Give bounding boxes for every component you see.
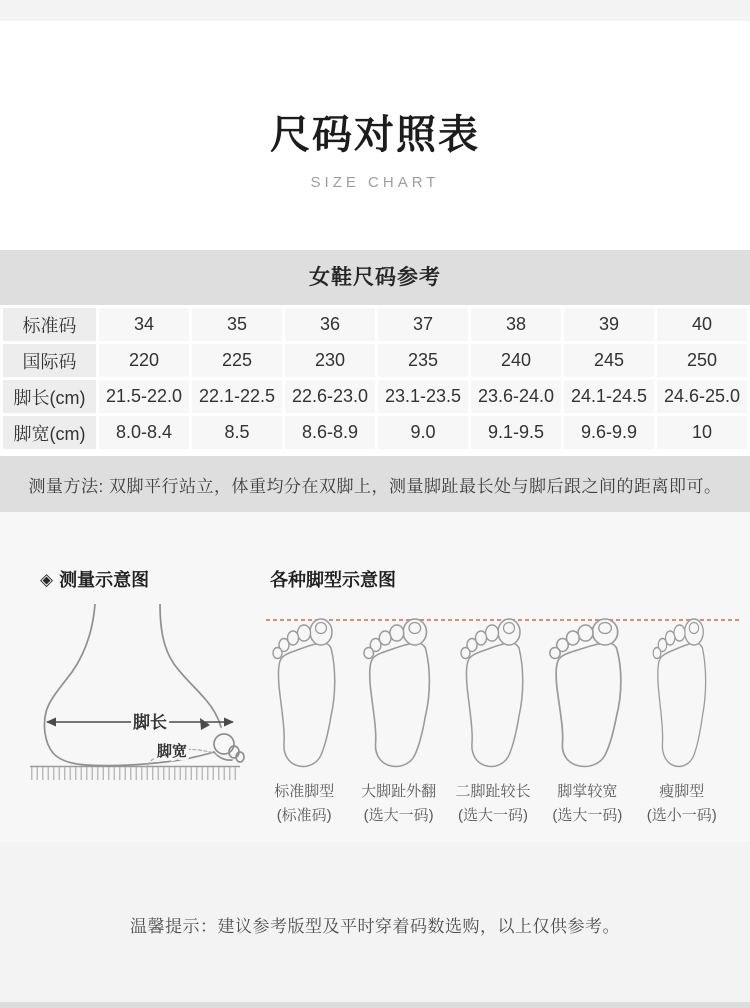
table-row-standard-size: [3, 308, 747, 341]
foot-types-heading-label: 各种脚型示意图: [270, 570, 396, 590]
foot-type-name: 标准脚型: [274, 783, 335, 800]
foot-type-label: [446, 780, 540, 828]
table-cell: 240: [471, 344, 561, 377]
table-cell: 35: [192, 308, 282, 341]
foot-length-label: 脚长: [133, 713, 167, 732]
table-cell: 8.5: [192, 416, 282, 449]
table-row-intl-size: [3, 344, 747, 377]
measure-method-band: [0, 456, 750, 512]
foot-type-name: 二脚趾较长: [455, 783, 531, 800]
table-cell: 9.1-9.5: [471, 416, 561, 449]
header: [0, 21, 750, 250]
table-cell: 22.1-22.5: [192, 380, 282, 413]
table-cell: 37: [378, 308, 468, 341]
foot-type-advice: (选大一码): [363, 807, 434, 824]
table-cell: 23.6-24.0: [471, 380, 561, 413]
table-cell: 39: [564, 308, 654, 341]
foot-bunion: [364, 619, 429, 767]
foot-types-heading: [270, 568, 396, 592]
foot-type-advice: (选大一码): [552, 807, 623, 824]
table-cell: 10: [657, 416, 747, 449]
row-label: 国际码: [3, 344, 96, 377]
table-row-foot-width: [3, 416, 747, 449]
foot-narrow: [653, 619, 705, 767]
foot-type-advice: (选大一码): [457, 807, 528, 824]
foot-type-label: [257, 780, 351, 828]
table-cell: 21.5-22.0: [99, 380, 189, 413]
top-strip: [0, 0, 750, 21]
footer-note: 温馨提示：建议参考版型及平时穿着码数选购，以上仅供参考。: [130, 917, 620, 936]
table-cell: 250: [657, 344, 747, 377]
foot-type-advice: (选小一码): [646, 807, 717, 824]
foot-standard: [273, 619, 335, 767]
table-cell: 230: [285, 344, 375, 377]
measure-diagram-heading: [40, 568, 149, 592]
foot-long-second-toe: [461, 619, 523, 767]
foot-type-label: [540, 780, 634, 828]
table-cell: 245: [564, 344, 654, 377]
table-cell: 23.1-23.5: [378, 380, 468, 413]
foot-type-name: 大脚趾外翻: [361, 783, 437, 800]
table-cell: 38: [471, 308, 561, 341]
foot-type-label: [351, 780, 445, 828]
table-cell: 9.0: [378, 416, 468, 449]
foot-types-diagram: [258, 610, 745, 780]
table-cell: 8.0-8.4: [99, 416, 189, 449]
foot-width-label: 脚宽: [156, 743, 188, 760]
size-table: [0, 305, 750, 452]
table-cell: 235: [378, 344, 468, 377]
foot-type-name: 瘦脚型: [659, 783, 705, 800]
page-title: 尺码对照表: [270, 113, 480, 157]
measure-diagram-heading-label: 测量示意图: [59, 570, 150, 590]
row-label: 脚长(cm): [3, 380, 96, 413]
table-cell: 34: [99, 308, 189, 341]
foot-outline: [44, 604, 244, 766]
table-cell: 9.6-9.9: [564, 416, 654, 449]
table-cell: 220: [99, 344, 189, 377]
foot-type-labels: [257, 780, 729, 828]
table-cell: 24.1-24.5: [564, 380, 654, 413]
diamond-icon: ◈: [40, 570, 54, 589]
table-cell: 36: [285, 308, 375, 341]
footer: [0, 842, 750, 1008]
foot-type-name: 脚掌较宽: [557, 783, 618, 800]
foot-type-label: [635, 780, 729, 828]
table-cell: 225: [192, 344, 282, 377]
ruler-ticks: [30, 767, 240, 780]
page-subtitle: SIZE CHART: [310, 174, 440, 191]
table-cell: 8.6-8.9: [285, 416, 375, 449]
bottom-strip: [0, 1002, 750, 1008]
foot-measurement-diagram: [20, 604, 250, 784]
size-table-wrap: [0, 305, 750, 452]
diagram-section: [0, 512, 750, 842]
measure-method-text: 测量方法: 双脚平行站立，体重均分在双脚上，测量脚趾最长处与脚后跟之间的距离即可。: [28, 476, 722, 496]
table-row-foot-length: [3, 380, 747, 413]
table-title: 女鞋尺码参考: [0, 250, 750, 305]
table-cell: 22.6-23.0: [285, 380, 375, 413]
row-label: 脚宽(cm): [3, 416, 96, 449]
foot-type-advice: (标准码): [276, 807, 332, 824]
foot-wide: [550, 619, 621, 767]
table-cell: 24.6-25.0: [657, 380, 747, 413]
table-cell: 40: [657, 308, 747, 341]
row-label: 标准码: [3, 308, 96, 341]
